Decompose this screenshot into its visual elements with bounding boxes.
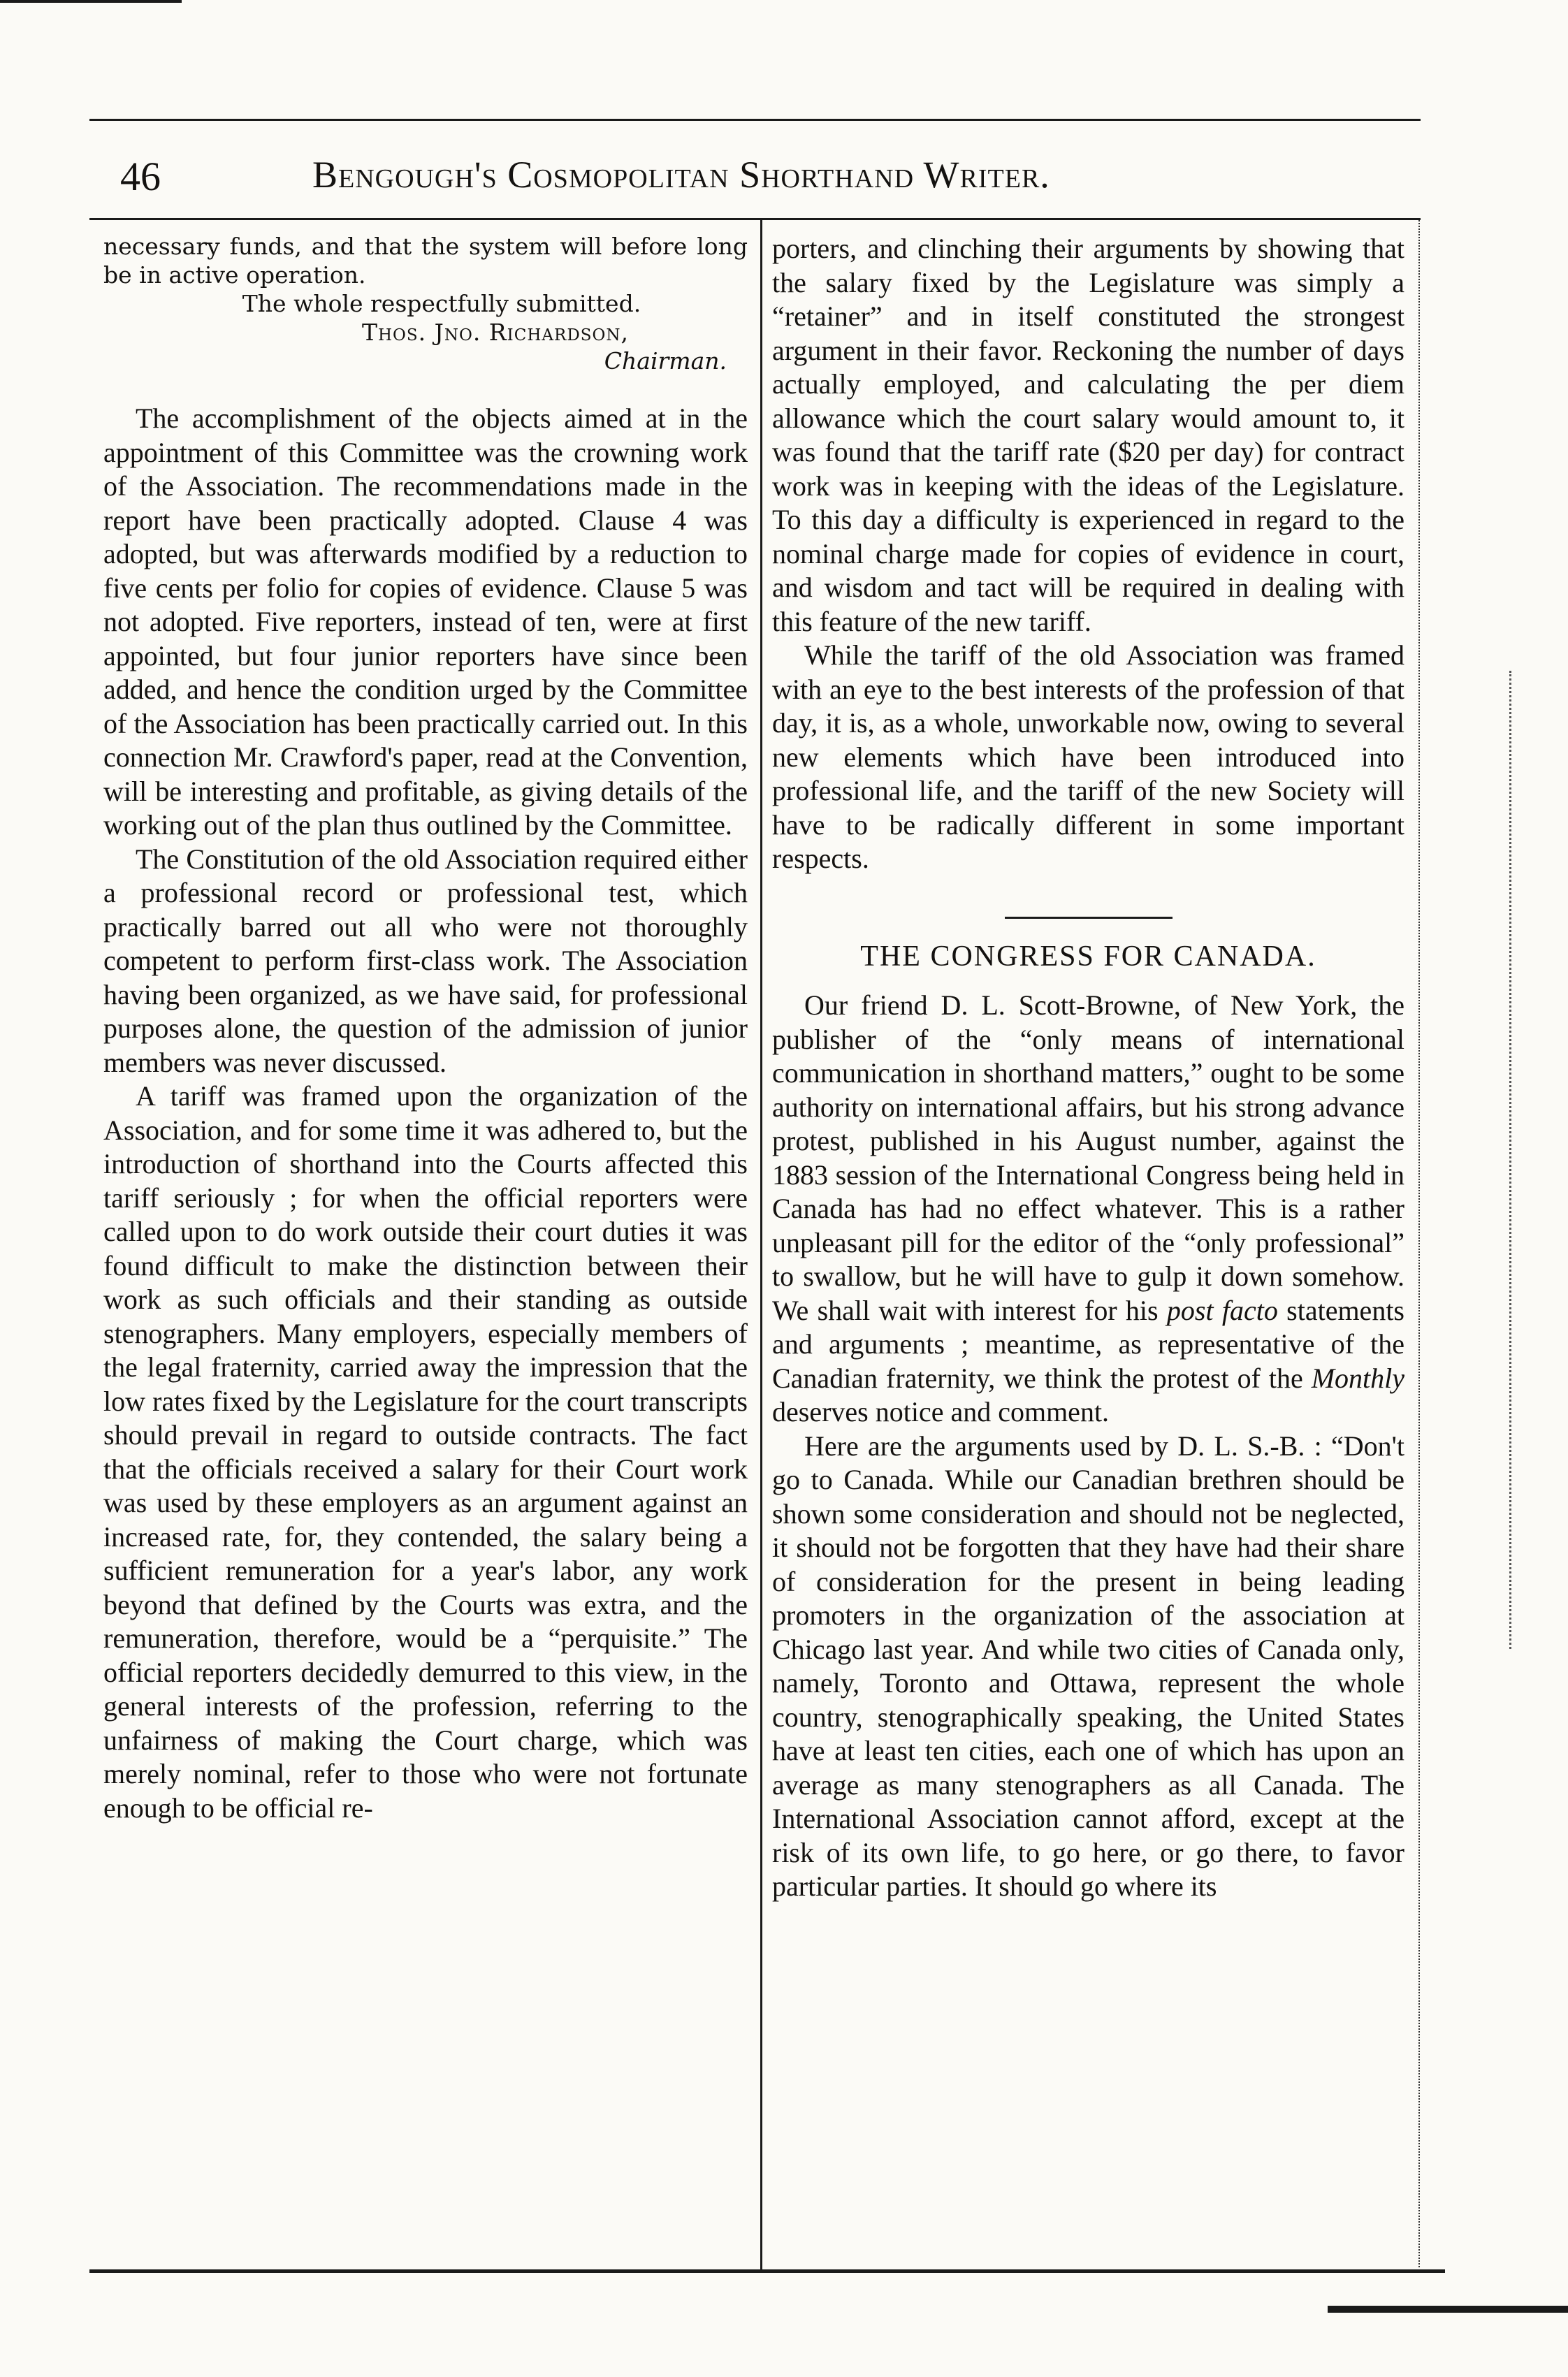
left-column [103, 232, 748, 2258]
right-column-border [1418, 220, 1420, 2267]
right-column [772, 232, 1404, 2258]
opening-line: necessary funds, and that the system will before long be in active operation. [103, 233, 748, 289]
text-run: deserves notice and comment. [772, 1396, 1110, 1427]
text-run: statements and arguments ; meantime, as representative of the Canadian fraternity, we think the protest of the [772, 1294, 1404, 1394]
italic-text: Monthly [1311, 1362, 1404, 1394]
top-rule [89, 119, 1421, 121]
margin-marks [1509, 671, 1525, 1649]
closing-line: The whole respectfully submitted. [242, 290, 641, 317]
paragraph: A tariff was framed upon the organization of the Association, and for some time it was adhered to, but the introduction of shorthand into the Courts affected this tariff seriously ; for when the official reporters were called upon to do work outside their court duties it was found difficult to make the distinction between their work as such officials and their standing as outside stenographers. Many employers, especially members of the legal fraternity, carried away the impression that the low rates fixed by the Legislature for the court transcripts should prevail in regard to outside contracts. The fact that the officials received a salary for their Court work was used by these employers as an argument against an increased rate, for, they contended, the salary being a sufficient remuneration for a year's labor, any work beyond that defined by the Courts was extra, and the remuneration, therefore, would be a “perquisite.” The official reporters decidedly demurred to this view, in the general interests of the profession, referring to the unfairness of making the Court charge, which was merely nominal, refer to those who were not fortunate enough to be official re- [103, 1080, 748, 1824]
page-header [120, 143, 1413, 206]
section-title: THE CONGRESS FOR CANADA. [860, 940, 1316, 973]
section-rule [1005, 917, 1173, 919]
paragraph: While the tariff of the old Association was framed with an eye to the best interests of the profession of that day, it is, as a whole, unworkable now, owing to several new elements which have been introduced into professional life, and the tariff of the new Society will have to be radically different in some important respects. [772, 639, 1404, 874]
text-run: Our friend D. L. Scott-Browne, of New York, the publisher of the “only means of international communication in shorthand matters,” ought to be some authority on international affairs, but his strong advance protest, published in his August number, against the 1883 session of the International Congress being held in Canada has had no effect whatever. This is a rather unpleasant pill for the editor of the “only professional” to swallow, but he will have to gulp it down somehow. We shall wait with interest for his [772, 989, 1404, 1326]
page-number: 46 [120, 154, 161, 199]
paragraph: The accomplishment of the objects aimed at in the appointment of this Committee was the crowning work of the Association. The recommendations made in the report have been practically adopted. Clause 4 was adopted, but was afterwards modified by a reduction to five cents per folio for copies of evidence. Clause 5 was not adopted. Five reporters, instead of ten, were at first appointed, but four junior reporters have since been added, and hence the condition urged by the Committee of the Association has been practically carried out. In this connection Mr. Crawford's paper, read at the Convention, will be interesting and profitable, as giving details of the working out of the plan thus outlined by the Committee. [103, 402, 748, 841]
bottom-rule [89, 2269, 1445, 2273]
bottom-edge-mark [1328, 2306, 1568, 2313]
running-title: Bengough's Cosmopolitan Shorthand Writer. [312, 154, 1050, 196]
top-edge-mark [0, 0, 182, 3]
paragraph: Here are the arguments used by D. L. S.-B. : “Don't go to Canada. While our Canadian brethren should be shown some consideration and should not be neglected, it should not be forgotten that they have had their share of consideration for the present in being leading promoters in the organization of the association at Chicago last year. And while two cities of Canada only, namely, Toronto and Ottawa, represent the whole country, stenographically speaking, the United States have at least ten cities, each one of which has upon an average as many stenographers as all Canada. The International Association cannot afford, except at the risk of its own life, to go here, or go there, to favor particular parties. It should go where its [772, 1430, 1404, 1902]
paragraph: The Constitution of the old Association required either a professional record or professional test, which practically barred out all who were not thoroughly competent to perform first-class work. The Association having been organized, as we have said, for professional purposes alone, the question of the admission of junior members was never discussed. [103, 843, 748, 1078]
paragraph: porters, and clinching their arguments by showing that the salary fixed by the Legislature was simply a “retainer” and in itself constituted the strongest argument in their favor. Reckoning the number of days actually employed, and calculating the per diem allowance which the court salary would amount to, it was found that the tariff rate ($20 per day) for contract work was in keeping with the ideas of the Legislature. To this day a difficulty is experienced in regard to the nominal charge made for copies of evidence in court, and wisdom and tact will be required in dealing with this feature of the new tariff. [772, 233, 1404, 637]
header-rule [89, 218, 1421, 220]
paragraph [772, 989, 1404, 1430]
signer-name: Thos. Jno. Richardson, [361, 319, 629, 346]
italic-text: post facto [1166, 1294, 1278, 1326]
column-divider [760, 218, 762, 2269]
signer-title: Chairman. [604, 347, 727, 375]
